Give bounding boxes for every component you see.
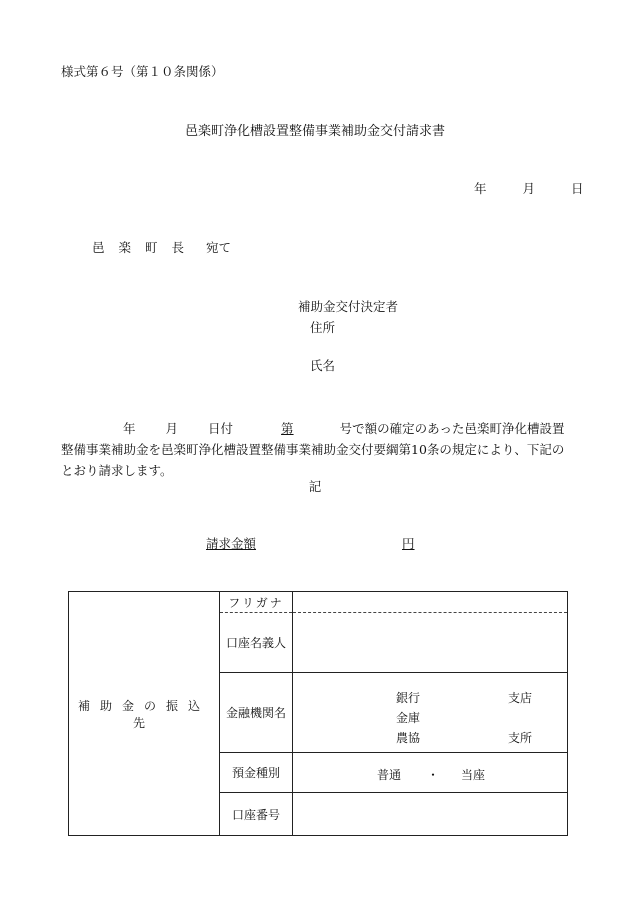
transfer-destination-header: 補助金の振込先 xyxy=(69,592,220,836)
claim-unit: 円 xyxy=(402,536,415,551)
institution-label: 金融機関名 xyxy=(220,673,293,753)
account-number-label: 口座番号 xyxy=(220,793,293,836)
form-number: 様式第６号（第１０条関係） xyxy=(61,64,224,79)
account-holder-field[interactable] xyxy=(293,613,568,673)
ki-mark: 記 xyxy=(308,479,322,494)
body-year: 年 xyxy=(123,421,136,436)
ordinary-option[interactable]: 普通 xyxy=(377,768,402,782)
body-go: 号 xyxy=(339,421,353,436)
addressee xyxy=(92,242,231,255)
document-title: 邑楽町浄化槽設置整備事業補助金交付請求書 xyxy=(184,124,445,139)
transfer-table xyxy=(68,591,568,836)
claim-label: 請求金額 xyxy=(206,536,257,551)
account-holder-label: 口座名義人 xyxy=(220,613,293,673)
date-month: 月 xyxy=(522,181,535,196)
body-month: 月 xyxy=(165,421,179,436)
applicant-address-label: 住所 xyxy=(310,320,336,335)
furigana-label: フリガナ xyxy=(220,592,293,613)
agri-option: 農協 xyxy=(396,731,421,745)
body-paragraph xyxy=(61,418,571,481)
bank-option: 銀行 xyxy=(396,691,421,705)
office-option: 支所 xyxy=(508,731,533,745)
body-text: で額の確定のあった邑楽町浄化槽設置整備事業補助金を邑楽町浄化槽設置整備事業補助金交付要綱第10条の規定により、下記のとおり請求します。 xyxy=(61,421,565,478)
institution-field[interactable] xyxy=(293,673,568,753)
furigana-field[interactable] xyxy=(293,592,568,613)
account-number-field[interactable] xyxy=(293,793,568,836)
deposit-type-label: 預金種別 xyxy=(220,753,293,793)
addressee-name: 邑楽町長 xyxy=(92,240,199,255)
claim-amount[interactable] xyxy=(206,538,415,551)
current-option[interactable]: 当座 xyxy=(461,768,486,782)
date-day: 日 xyxy=(570,181,584,196)
body-dai: 第 xyxy=(281,421,294,436)
applicant-name-label: 氏名 xyxy=(310,358,336,373)
date-line xyxy=(474,183,583,196)
credit-option: 金庫 xyxy=(396,711,421,725)
addressee-suffix: 宛て xyxy=(206,240,232,255)
date-year: 年 xyxy=(474,181,487,196)
applicant-label: 補助金交付決定者 xyxy=(298,299,399,314)
branch-option: 支店 xyxy=(508,691,533,705)
deposit-type-field[interactable] xyxy=(293,753,568,793)
body-number-blank[interactable] xyxy=(243,421,340,436)
body-day-prefix: 日付 xyxy=(208,421,234,436)
deposit-separator: ・ xyxy=(427,768,440,782)
